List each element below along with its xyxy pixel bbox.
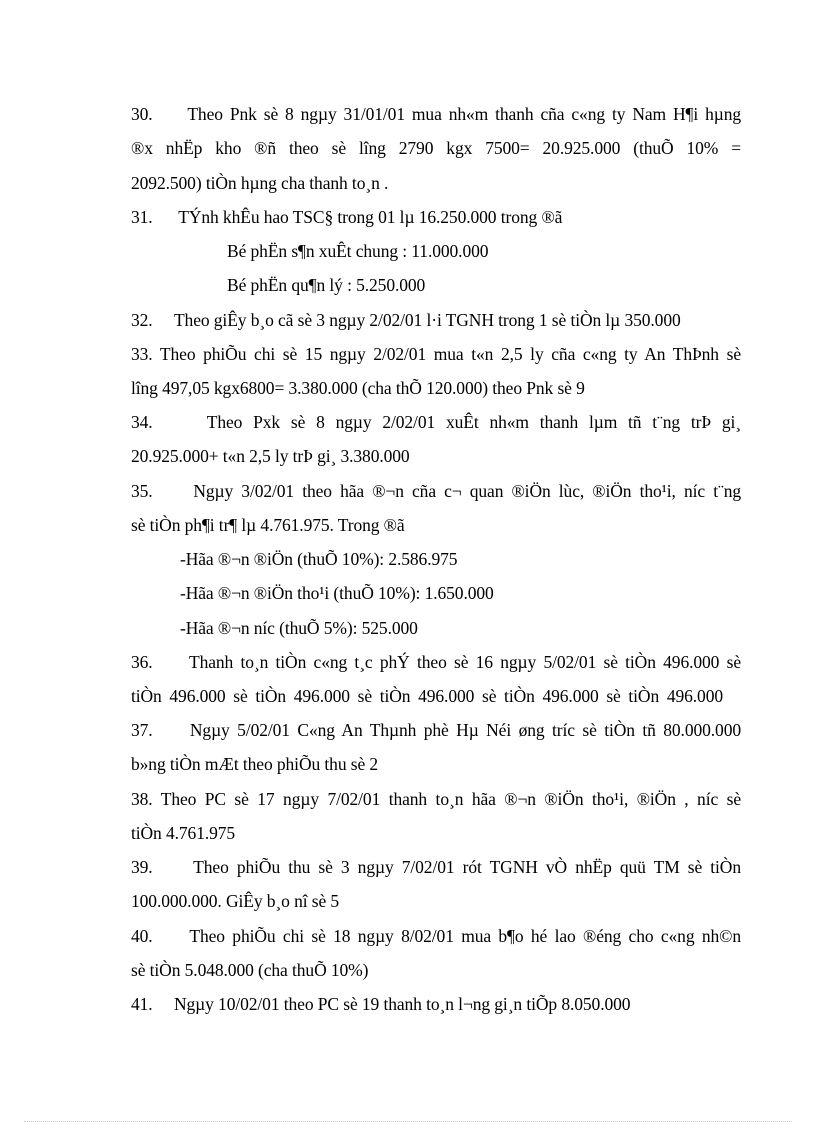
text-line: 2092.500) tiÒn hµng cha thanh to¸n .: [131, 173, 389, 193]
page-bottom-rule: [24, 1121, 792, 1122]
text-line: 31. TÝnh khÊu hao TSC§ trong 01 lµ 16.250.000 trong ®ã: [131, 207, 563, 227]
text-line: 37. Ngµy 5/02/01 C«ng An Thµnh phè Hµ Néi øng tríc sè tiÒn tñ 80.000.000: [131, 720, 741, 740]
text-line: lîng 497,05 kgx6800= 3.380.000 (cha thÕ 120.000) theo Pnk sè 9: [131, 378, 585, 398]
text-line: b»ng tiÒn mÆt theo phiÕu thu sè 2: [131, 754, 379, 774]
text-line: 33. Theo phiÕu chi sè 15 ngµy 2/02/01 mua t«n 2,5 ly cña c«ng ty An ThÞnh sè: [131, 344, 741, 364]
text-line: 20.925.000+ t«n 2,5 ly trÞ gi¸ 3.380.000: [131, 446, 410, 466]
text-line: 30. Theo Pnk sè 8 ngµy 31/01/01 mua nh«m thanh cña c«ng ty Nam H¶i hµng: [131, 104, 741, 124]
text-line: sè tiÒn 5.048.000 (cha thuÕ 10%): [131, 960, 369, 980]
text-line: 40. Theo phiÕu chi sè 18 ngµy 8/02/01 mua b¶o hé lao ®éng cho c«ng nh©n: [131, 926, 741, 946]
text-line: 32. Theo giÊy b¸o cã sè 3 ngµy 2/02/01 l·i TGNH trong 1 sè tiÒn lµ 350.000: [131, 310, 681, 330]
text-line: 35. Ngµy 3/02/01 theo hãa ®¬n cña c¬ quan ®iÖn lùc, ®iÖn tho¹i, níc t¨ng: [131, 481, 741, 501]
text-line: 39. Theo phiÕu thu sè 3 ngµy 7/02/01 rót TGNH vÒ nhËp quü TM sè tiÒn: [131, 857, 741, 877]
text-line: 41. Ngµy 10/02/01 theo PC sè 19 thanh to¸n l¬ng gi¸n tiÕp 8.050.000: [131, 994, 631, 1014]
text-line: tiÒn 496.000 sè tiÒn 496.000 sè tiÒn 496.000 sè tiÒn 496.000 sè tiÒn 496.000: [131, 686, 723, 706]
text-line: Bé phËn s¶n xuÊt chung : 11.000.000: [227, 241, 489, 261]
text-line: sè tiÒn ph¶i tr¶ lµ 4.761.975. Trong ®ã: [131, 515, 405, 535]
text-line: 38. Theo PC sè 17 ngµy 7/02/01 thanh to¸n hãa ®¬n ®iÖn tho¹i, ®iÖn , níc sè: [131, 789, 741, 809]
text-line: -Hãa ®¬n ®iÖn tho¹i (thuÕ 10%): 1.650.000: [180, 583, 494, 603]
text-line: 34. Theo Pxk sè 8 ngµy 2/02/01 xuÊt nh«m thanh lµm tñ t¨ng trÞ gi¸: [131, 412, 741, 432]
text-line: ®x nhËp kho ®ñ theo sè lîng 2790 kgx 7500= 20.925.000 (thuÕ 10% =: [131, 138, 741, 158]
text-line: 100.000.000. GiÊy b¸o nî sè 5: [131, 891, 340, 911]
text-line: tiÒn 4.761.975: [131, 823, 236, 843]
text-line: -Hãa ®¬n ®iÖn (thuÕ 10%): 2.586.975: [180, 549, 458, 569]
text-line: Bé phËn qu¶n lý : 5.250.000: [227, 275, 426, 295]
text-line: 36. Thanh to¸n tiÒn c«ng t¸c phÝ theo sè 16 ngµy 5/02/01 sè tiÒn 496.000 sè: [131, 652, 741, 672]
text-line: -Hãa ®¬n níc (thuÕ 5%): 525.000: [180, 618, 418, 638]
